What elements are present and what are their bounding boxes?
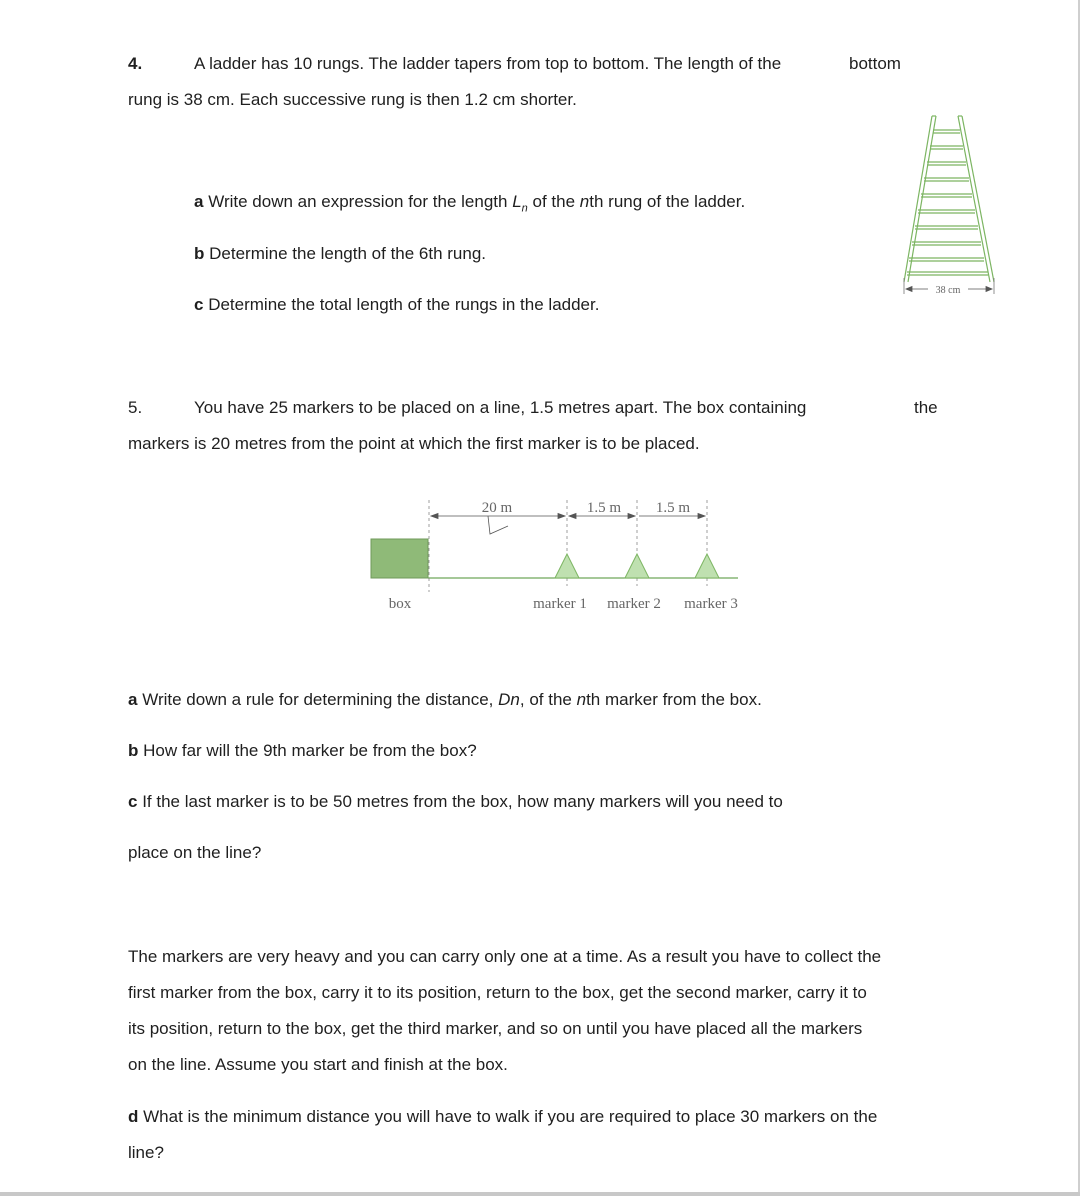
marker-3-cone: [695, 554, 719, 578]
q4-number: 4.: [128, 54, 143, 73]
marker-cones: [555, 554, 719, 578]
dist-gap1-label: 1.5 m: [586, 500, 622, 516]
q4-part-b: b Determine the length of the 6th rung.: [194, 244, 487, 263]
box-label: box: [388, 596, 412, 612]
q5-para-line4: on the line. Assume you start and finish at the box.: [128, 1055, 508, 1074]
q4-intro-line1: A ladder has 10 rungs. The ladder tapers from top to bottom. The length of the: [194, 54, 782, 73]
q5-para-line2: first marker from the box, carry it to its position, return to the box, get the second marker, carry it to: [128, 983, 867, 1002]
q5-part-a: a Write down a rule for determining the distance, Dn, of the nth marker from the box.: [128, 690, 762, 709]
q5-part-d-line1: d What is the minimum distance you will have to walk if you are required to place 30 markers on the: [128, 1107, 878, 1126]
q5-intro-line1: You have 25 markers to be placed on a line, 1.5 metres apart. The box containing: [194, 398, 807, 417]
dist-gap2-label: 1.5 m: [655, 500, 691, 516]
marker3-label: marker 3: [684, 596, 738, 612]
page-edge-bottom: [0, 1192, 1080, 1196]
q4-intro-line1-end: bottom: [849, 54, 901, 73]
box-shape: [371, 539, 428, 578]
q4-part-a-label: a: [194, 192, 204, 211]
q4-intro-line2: rung is 38 cm. Each successive rung is then 1.2 cm shorter.: [128, 90, 577, 109]
q5-para-line3: its position, return to the box, get the third marker, and so on until you have placed all the markers: [128, 1019, 863, 1038]
q5-intro-line1-end: the: [914, 398, 938, 417]
q5-number: 5.: [128, 398, 143, 417]
q4-part-c: c Determine the total length of the rungs in the ladder.: [194, 295, 600, 314]
marker-1-cone: [555, 554, 579, 578]
q5-part-c-line1: c If the last marker is to be 50 metres from the box, how many markers will you need to: [128, 792, 783, 811]
q5-part-d-line2: line?: [128, 1143, 164, 1162]
q4-part-a: a Write down an expression for the length $L_n$ of the nth rung of the ladder.: [194, 192, 746, 215]
marker1-label: marker 1: [533, 596, 587, 612]
marker-2-cone: [625, 554, 649, 578]
marker-diagram: [360, 492, 760, 622]
q5-intro-line2: markers is 20 metres from the point at which the first marker is to be placed.: [128, 434, 700, 453]
marker2-label: marker 2: [607, 596, 661, 612]
ladder-width-label: 38 cm: [935, 285, 961, 296]
q5-part-c-line2: place on the line?: [128, 843, 262, 862]
dist-box-label: 20 m: [481, 500, 513, 516]
q5-para-line1: The markers are very heavy and you can carry only one at a time. As a result you have to collect the: [128, 947, 882, 966]
q5-part-b: b How far will the 9th marker be from the box?: [128, 741, 477, 760]
ladder-figure: [900, 112, 1004, 298]
